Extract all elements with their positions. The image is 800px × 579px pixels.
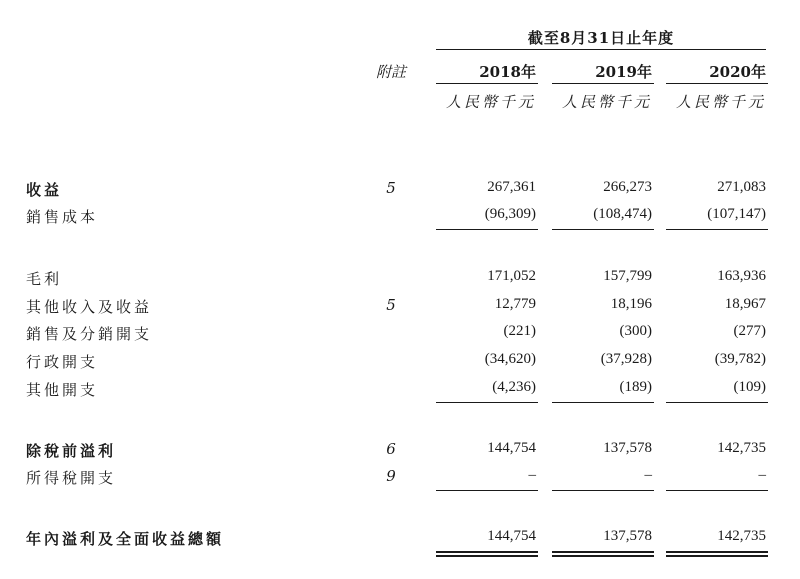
cell-cost-of-sales-2020: (107,147) xyxy=(707,206,766,222)
subtotal-rule-2020 xyxy=(666,402,768,403)
cell-income-tax-2019: – xyxy=(644,467,652,483)
cell-admin-expenses-2020: (39,782) xyxy=(714,351,766,367)
cell-total-comprehensive-income-2018: 144,754 xyxy=(487,528,536,544)
row-label-income-tax: 所得稅開支 xyxy=(26,469,117,487)
cell-gross-profit-2018: 171,052 xyxy=(487,268,536,284)
cell-other-expenses-2018: (4,236) xyxy=(492,379,536,395)
row-note-profit-before-tax: 6 xyxy=(386,440,396,458)
cell-other-income-2018: 12,779 xyxy=(494,296,536,312)
row-label-revenue: 收益 xyxy=(26,181,63,199)
cell-revenue-2018: 267,361 xyxy=(487,179,536,195)
cell-other-income-2020: 18,967 xyxy=(724,296,766,312)
year-header-2019: 2019年 xyxy=(595,63,652,81)
cell-gross-profit-2020: 163,936 xyxy=(717,268,766,284)
cell-revenue-2019: 266,273 xyxy=(603,179,652,195)
total-double-rule-2020 xyxy=(666,551,768,557)
header-rule xyxy=(436,49,766,50)
row-label-total-comprehensive-income: 年內溢利及全面收益總額 xyxy=(26,530,225,548)
subtotal-rule-2020 xyxy=(666,229,768,230)
cell-revenue-2020: 271,083 xyxy=(717,179,766,195)
total-double-rule-2019 xyxy=(552,551,654,557)
subtotal-rule-2019 xyxy=(552,490,654,491)
row-label-profit-before-tax: 除稅前溢利 xyxy=(26,442,117,460)
row-label-cost-of-sales: 銷售成本 xyxy=(26,208,99,226)
cell-total-comprehensive-income-2020: 142,735 xyxy=(717,528,766,544)
unit-label-2019: 人民幣千元 xyxy=(561,93,652,111)
cell-total-comprehensive-income-2019: 137,578 xyxy=(603,528,652,544)
row-note-revenue: 5 xyxy=(386,179,396,197)
row-note-income-tax: 9 xyxy=(386,467,396,485)
row-label-admin-expenses: 行政開支 xyxy=(26,353,99,371)
row-note-other-income: 5 xyxy=(386,296,396,314)
row-label-gross-profit: 毛利 xyxy=(26,270,63,288)
year-rule-2019 xyxy=(552,83,654,84)
unit-label-2020: 人民幣千元 xyxy=(675,93,766,111)
subtotal-rule-2019 xyxy=(552,229,654,230)
cell-profit-before-tax-2018: 144,754 xyxy=(487,440,536,456)
cell-other-income-2019: 18,196 xyxy=(610,296,652,312)
subtotal-rule-2020 xyxy=(666,490,768,491)
cell-admin-expenses-2018: (34,620) xyxy=(484,351,536,367)
cell-cost-of-sales-2018: (96,309) xyxy=(484,206,536,222)
cell-profit-before-tax-2019: 137,578 xyxy=(603,440,652,456)
year-rule-2018 xyxy=(436,83,538,84)
note-column-header: 附註 xyxy=(375,63,406,81)
cell-selling-expenses-2020: (277) xyxy=(733,323,766,339)
cell-other-expenses-2020: (109) xyxy=(733,379,766,395)
cell-admin-expenses-2019: (37,928) xyxy=(600,351,652,367)
cell-cost-of-sales-2019: (108,474) xyxy=(593,206,652,222)
year-rule-2020 xyxy=(666,83,768,84)
cell-gross-profit-2019: 157,799 xyxy=(603,268,652,284)
year-header-2018: 2018年 xyxy=(479,63,536,81)
cell-income-tax-2018: – xyxy=(528,467,536,483)
row-label-other-income: 其他收入及收益 xyxy=(26,298,153,316)
subtotal-rule-2018 xyxy=(436,229,538,230)
period-title: 截至8月31日止年度 xyxy=(527,29,675,47)
unit-label-2018: 人民幣千元 xyxy=(445,93,536,111)
row-label-selling-expenses: 銷售及分銷開支 xyxy=(26,325,153,343)
row-label-other-expenses: 其他開支 xyxy=(26,381,99,399)
cell-profit-before-tax-2020: 142,735 xyxy=(717,440,766,456)
subtotal-rule-2018 xyxy=(436,490,538,491)
subtotal-rule-2018 xyxy=(436,402,538,403)
cell-selling-expenses-2018: (221) xyxy=(503,323,536,339)
total-double-rule-2018 xyxy=(436,551,538,557)
cell-income-tax-2020: – xyxy=(758,467,766,483)
cell-selling-expenses-2019: (300) xyxy=(619,323,652,339)
year-header-2020: 2020年 xyxy=(709,63,766,81)
cell-other-expenses-2019: (189) xyxy=(619,379,652,395)
subtotal-rule-2019 xyxy=(552,402,654,403)
